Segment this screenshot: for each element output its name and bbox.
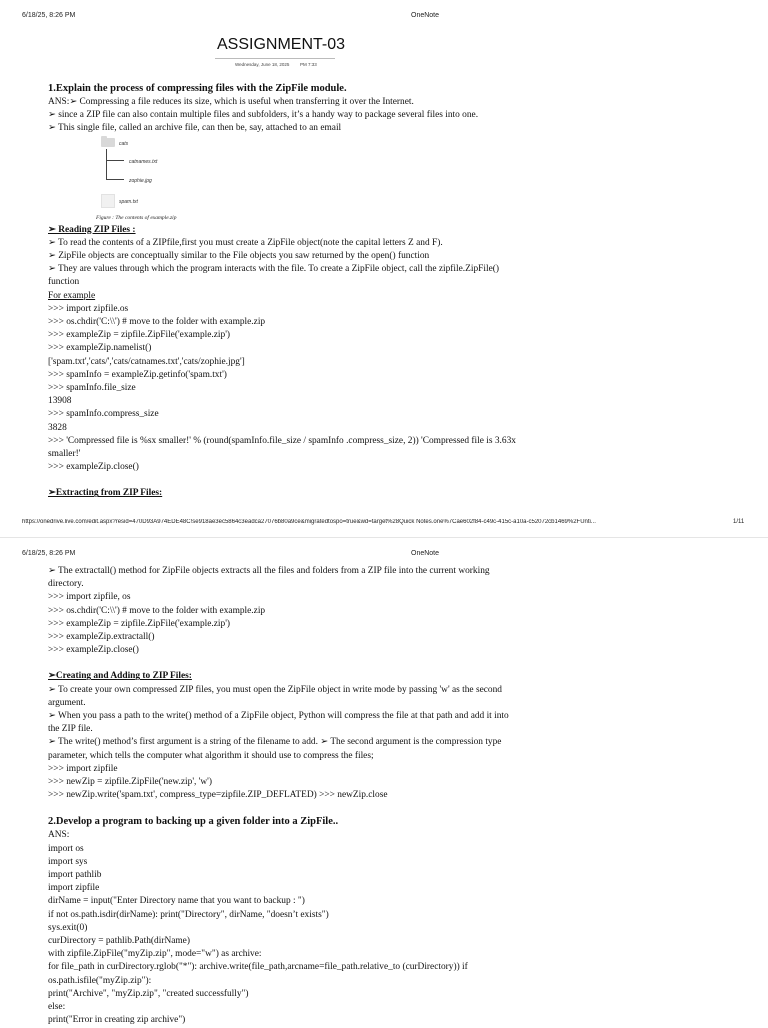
tree-line	[106, 149, 107, 179]
answer-2-line: with zipfile.ZipFile("myZip.zip", mode="w") as archive:	[48, 949, 262, 960]
page1-content	[48, 82, 728, 501]
answer-2-line: else:	[48, 1002, 66, 1013]
code-line: smaller!'	[48, 449, 81, 460]
extract-line: directory.	[48, 579, 84, 590]
answer-2-line: os.path.isfile("myZip.zip"):	[48, 975, 152, 986]
answer-2-line: import zipfile	[48, 883, 100, 894]
page-2	[0, 538, 768, 1025]
spacer	[48, 802, 728, 815]
spacer	[48, 657, 728, 670]
code-line: >>> os.chdir('C:\\') # move to the folder with example.zip	[48, 317, 266, 328]
tree-branch	[106, 160, 124, 161]
answer-1-line: ANS:➢ Compressing a file reduces its size, which is useful when transferring it over the Internet.	[48, 97, 414, 107]
page-title: ASSIGNMENT-03	[217, 36, 346, 53]
answer-2-line: print("Archive", "myZip.zip", "created successfully")	[48, 988, 249, 999]
reading-line: function	[48, 277, 80, 288]
question-1: 1.Explain the process of compressing files with the ZipFile module.	[48, 83, 347, 94]
print-timestamp: 6/18/25, 8:26 PM	[22, 12, 76, 19]
answer-2-line: if not os.path.isdir(dirName): print("Directory", dirName, "doesn’t exists")	[48, 909, 329, 920]
figure-caption: Figure : The contents of example.zip	[96, 214, 177, 221]
answer-1-line: ➢ since a ZIP file can also contain multiple files and subfolders, it’s a handy way to package several files into one.	[48, 110, 479, 121]
code-line: 13908	[48, 396, 72, 407]
create-line: >>> newZip = zipfile.ZipFile('new.zip', 'w')	[48, 777, 212, 788]
code-line: >>> 'Compressed file is %sx smaller!' % (round(spamInfo.file_size / spamInfo .compress_size, 2)) 'Compressed file is 3.63x	[48, 435, 516, 446]
create-line: ➢ When you pass a path to the write() method of a ZipFile object, Python will compress the file at that path and add it into	[48, 711, 509, 722]
code-line: 3828	[48, 422, 67, 433]
extract-line: >>> import zipfile, os	[48, 592, 131, 603]
print-app-name: OneNote	[411, 12, 440, 19]
zip-contents-figure	[48, 136, 728, 224]
figure-item: spam.txt	[119, 198, 138, 205]
code-line: ['spam.txt','cats/','cats/catnames.txt','cats/zophie.jpg']	[48, 356, 245, 367]
file-icon	[101, 194, 115, 208]
extract-line: >>> exampleZip.extractall()	[48, 632, 155, 643]
page2-content	[48, 565, 728, 1028]
footer-url: https://onedrive.live.com/edit.aspx?resid=470D93A974EDE48C!se918ae3ec5864c3eadca27076b80a9ce&migratedtospo=true&wd=target%28Quick Notes.one%7Cae602f84-c49c-415c-a10a-c52072cb1469%2FUnti...	[22, 519, 596, 525]
code-line: >>> exampleZip.namelist()	[48, 343, 152, 354]
answer-2-line: import pathlib	[48, 870, 102, 881]
extract-line: >>> exampleZip.close()	[48, 645, 139, 656]
page-date: Wednesday, June 18, 2025	[235, 62, 290, 67]
answer-2-line: curDirectory = pathlib.Path(dirName)	[48, 936, 190, 947]
answer-2-line: dirName = input("Enter Directory name that you want to backup : ")	[48, 896, 305, 907]
tree-branch	[106, 179, 124, 180]
code-line: >>> import zipfile.os	[48, 303, 129, 314]
reading-line: ➢ They are values through which the program interacts with the file. To create a ZipFile object, call the zipfile.ZipFile()	[48, 264, 499, 275]
code-line: >>> exampleZip = zipfile.ZipFile('example.zip')	[48, 330, 231, 341]
create-line: ➢ The write() method’s first argument is a string of the filename to add. ➢ The second argument is the compression type	[48, 737, 502, 748]
answer-2-line: import os	[48, 843, 84, 854]
extract-line: ➢ The extractall() method for ZipFile objects extracts all the files and folders from a ZIP file into the current working	[48, 566, 490, 576]
answer-2-line: sys.exit(0)	[48, 922, 88, 933]
reading-line: ➢ To read the contents of a ZIPfile,first you must create a ZipFile object(note the capital letters Z and F).	[48, 237, 443, 248]
code-line: >>> spamInfo.file_size	[48, 383, 136, 394]
create-line: ➢ To create your own compressed ZIP files, you must open the ZipFile object in write mode by passing 'w' as the second	[48, 684, 502, 695]
answer-2-line: print("Error in creating zip archive")	[48, 1015, 186, 1026]
create-line: the ZIP file.	[48, 724, 93, 735]
print-app-name: OneNote	[411, 550, 440, 557]
code-line: >>> exampleZip.close()	[48, 462, 139, 473]
create-line: >>> import zipfile	[48, 763, 118, 774]
example-label: For example	[48, 290, 96, 301]
question-2: 2.Develop a program to backing up a given folder into a ZipFile..	[48, 816, 339, 828]
section-heading-reading: ➢ Reading ZIP Files :	[48, 224, 136, 235]
create-line: argument.	[48, 697, 86, 708]
answer-2-line: ANS:	[48, 830, 70, 841]
extract-line: >>> os.chdir('C:\\') # move to the folder with example.zip	[48, 605, 266, 616]
create-line: >>> newZip.write('spam.txt', compress_type=zipfile.ZIP_DEFLATED) >>> newZip.close	[48, 790, 388, 801]
folder-icon	[101, 138, 115, 147]
figure-item: cats	[119, 140, 129, 147]
print-timestamp: 6/18/25, 8:26 PM	[22, 550, 76, 557]
section-heading-creating: ➢Creating and Adding to ZIP Files:	[48, 671, 192, 682]
extract-line: >>> exampleZip = zipfile.ZipFile('example.zip')	[48, 618, 231, 629]
reading-line: ➢ ZipFile objects are conceptually similar to the File objects you saw returned by the open() function	[48, 251, 430, 262]
footer-page-number: 1/11	[733, 519, 745, 525]
answer-2-line: for file_path in curDirectory.rglob("*"): archive.write(file_path,arcname=file_path.relative_to (curDirectory)) if	[48, 962, 468, 973]
title-underline	[215, 58, 335, 59]
code-line: >>> spamInfo = exampleZip.getinfo('spam.txt')	[48, 369, 227, 380]
spacer	[48, 474, 728, 487]
page-time: PM 7:33	[300, 62, 317, 67]
figure-item: catnames.txt	[129, 158, 158, 165]
answer-1-line: ➢ This single file, called an archive file, can then be, say, attached to an email	[48, 123, 342, 134]
section-heading-extracting: ➢Extracting from ZIP Files:	[48, 488, 163, 499]
figure-item: zophie.jpg	[129, 177, 152, 184]
answer-2-line: import sys	[48, 856, 88, 867]
create-line: parameter, which tells the computer what algorithm it should use to compress the files;	[48, 750, 374, 761]
code-line: >>> spamInfo.compress_size	[48, 409, 159, 420]
